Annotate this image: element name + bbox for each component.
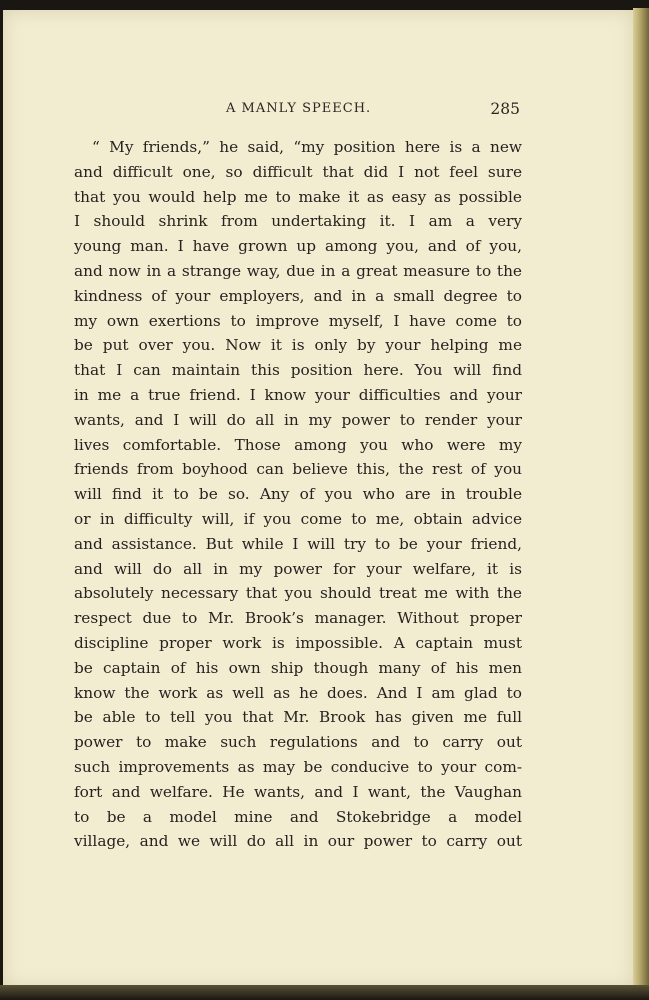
text-line: I should shrink from undertaking it. I am a very [74, 212, 522, 231]
text-line: and assistance. But while I will try to be your friend, [74, 534, 522, 553]
text-line: will find it to be so. Any of you who are in trouble [74, 485, 522, 504]
page-edge-right [633, 8, 649, 990]
body-text [74, 135, 522, 854]
text-line: absolutely necessary that you should treat me with the [74, 584, 522, 603]
text-line: respect due to Mr. Brook’s manager. Without proper [74, 609, 522, 628]
text-line: be put over you. Now it is only by your helping me [74, 336, 522, 355]
text-line: in me a true friend. I know your difficulties and your [74, 385, 522, 404]
text-line: and will do all in my power for your welfare, it is [74, 559, 522, 578]
text-line: and now in a strange way, due in a great measure to the [74, 261, 522, 280]
text-line: lives comfortable. Those among you who were my [74, 435, 522, 454]
text-line: be captain of his own ship though many of his men [74, 658, 522, 677]
text-line: “ My friends,” he said, “my position here is a new [92, 138, 522, 156]
text-line: kindness of your employers, and in a small degree to [74, 286, 522, 305]
running-title: A MANLY SPEECH. [226, 101, 372, 116]
text-line: wants, and I will do all in my power to render your [74, 410, 522, 429]
page-edge-bottom [0, 985, 649, 1000]
page-number: 285 [490, 100, 520, 118]
text-line: young man. I have grown up among you, and of you, [74, 237, 522, 256]
text-line: friends from boyhood can believe this, the rest of you [74, 460, 522, 479]
text-line: village, and we will do all in our power to carry out [74, 832, 522, 851]
text-line: know the work as well as he does. And I am glad to [74, 683, 522, 702]
text-line: fort and welfare. He wants, and I want, the Vaughan [74, 782, 522, 801]
text-line: that you would help me to make it as easy as possible [74, 187, 522, 206]
text-line: such improvements as may be conducive to your com- [74, 757, 522, 776]
text-line: to be a model mine and Stokebridge a model [74, 807, 522, 826]
text-line: power to make such regulations and to carry out [74, 733, 522, 752]
text-line: and difficult one, so difficult that did I not feel sure [74, 162, 522, 181]
text-line: be able to tell you that Mr. Brook has given me full [74, 708, 522, 727]
page-header [74, 100, 520, 124]
text-line: my own exertions to improve myself, I have come to [74, 311, 522, 330]
text-line: discipline proper work is impossible. A captain must [74, 633, 522, 652]
text-line: that I can maintain this position here. You will find [74, 361, 522, 380]
text-line: or in difficulty will, if you come to me, obtain advice [74, 509, 522, 528]
